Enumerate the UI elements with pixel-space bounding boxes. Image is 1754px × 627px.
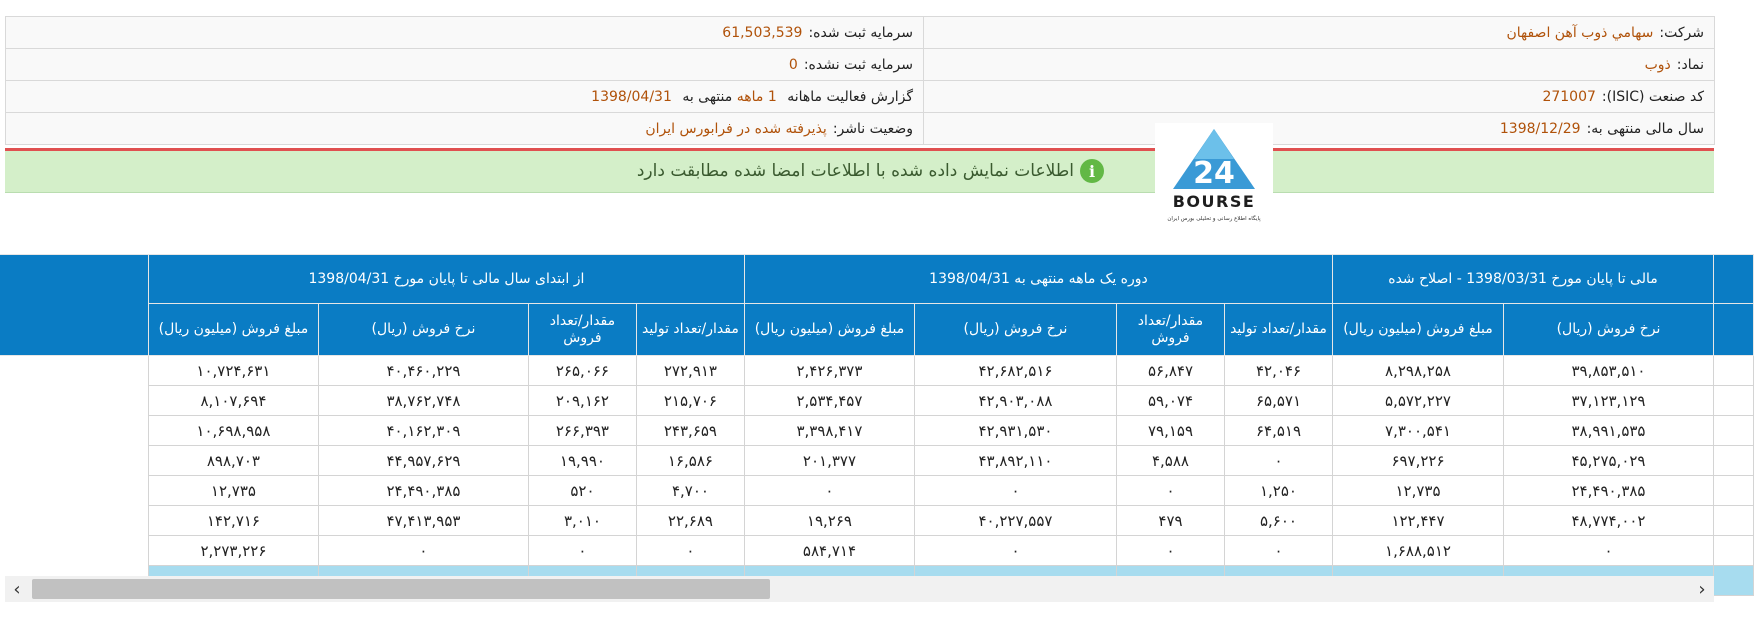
symbol-label: نماد: [1676, 56, 1704, 73]
report-months: 1 ماهه [736, 88, 777, 105]
table-cell: ۰ [1116, 476, 1224, 506]
table-cell: ۱۰,۶۹۸,۹۵۸ [148, 416, 318, 446]
publisher-status-cell [6, 113, 924, 145]
table-cell: ۵۲۰ [528, 476, 636, 506]
table-cell: ۳,۳۹۸,۴۱۷ [744, 416, 914, 446]
table-cell: ۴۲,۶۸۲,۵۱۶ [914, 356, 1116, 386]
table-cell: ۴۷۹ [1116, 506, 1224, 536]
table-cell: ۴,۵۸۸ [1116, 446, 1224, 476]
table-cell: ۴۲,۹۳۱,۵۳۰ [914, 416, 1116, 446]
table-cell [1714, 356, 1754, 386]
logo-text: BOURSE [1172, 192, 1256, 211]
table-row [0, 476, 1754, 506]
table-cell: ۲,۲۷۳,۲۲۶ [148, 536, 318, 566]
table-cell: ۱۲,۷۳۵ [148, 476, 318, 506]
col-header: نرخ فروش (ریال) [1504, 304, 1714, 356]
table-cell: ۴۷,۴۱۳,۹۵۳ [318, 506, 528, 536]
table-cell: ۸۹۸,۷۰۳ [148, 446, 318, 476]
col-header: مقدار/تعداد فروش [528, 304, 636, 356]
horizontal-scrollbar[interactable] [5, 576, 1714, 602]
table-cell: ۶۴,۵۱۹ [1224, 416, 1332, 446]
table-cell: ۰ [1116, 536, 1224, 566]
overflow-column [0, 255, 148, 356]
table-cell: ۳,۰۱۰ [528, 506, 636, 536]
table-cell: ۱۹,۲۶۹ [744, 506, 914, 536]
table-cell: ۱۲,۷۳۵ [1332, 476, 1503, 506]
table-cell: ۴۲,۹۰۳,۰۸۸ [914, 386, 1116, 416]
table-cell: ۲۱۵,۷۰۶ [636, 386, 744, 416]
table-cell: ۴۵,۲۷۵,۰۲۹ [1504, 446, 1714, 476]
table-cell: ۱۴۲,۷۱۶ [148, 506, 318, 536]
registered-capital-label: سرمایه ثبت شده: [808, 24, 913, 41]
unregistered-capital-value: 0 [788, 56, 798, 73]
table-cell [1714, 386, 1754, 416]
table-cell [1714, 416, 1754, 446]
verification-banner [5, 151, 1714, 193]
col-header: مبلغ فروش (میلیون ریال) [1332, 304, 1503, 356]
table-cell: ۷,۳۰۰,۵۴۱ [1332, 416, 1503, 446]
table-cell [1714, 536, 1754, 566]
table-row [0, 356, 1754, 386]
table-cell: ۲۴۳,۶۵۹ [636, 416, 744, 446]
table-row [0, 446, 1754, 476]
isic-value: 271007 [1542, 88, 1596, 105]
table-cell: ۴۸,۷۷۴,۰۰۲ [1504, 506, 1714, 536]
table-cell: ۵۸۴,۷۱۴ [744, 536, 914, 566]
table-cell: ۴۲,۰۴۶ [1224, 356, 1332, 386]
table-cell: ۲۰۱,۳۷۷ [744, 446, 914, 476]
report-ending: منتهی به [682, 88, 733, 105]
isic-cell [924, 81, 1715, 113]
publisher-status-value: پذیرفته شده در فرابورس ایران [645, 120, 827, 137]
table-cell: ۰ [1504, 536, 1714, 566]
table-cell: ۷۹,۱۵۹ [1116, 416, 1224, 446]
chevron-left-icon[interactable]: ‹ [13, 578, 21, 600]
table-cell [1714, 506, 1754, 536]
table-cell: ۴۴,۹۵۷,۶۲۹ [318, 446, 528, 476]
group-header-ytd: از ابتدای سال مالی تا پایان مورخ 1398/04/31 [148, 255, 744, 304]
scrollbar-thumb[interactable] [32, 579, 770, 599]
table-cell: ۱,۲۵۰ [1224, 476, 1332, 506]
fiscal-year-value: 1398/12/29 [1499, 120, 1581, 137]
table-cell: ۴۰,۴۶۰,۲۲۹ [318, 356, 528, 386]
table-cell: ۲۴,۴۹۰,۳۸۵ [318, 476, 528, 506]
unregistered-capital-cell [6, 49, 924, 81]
banner-text: اطلاعات نمایش داده شده با اطلاعات امضا شده مطابقت دارد [636, 161, 1074, 181]
table-cell: ۲۲,۶۸۹ [636, 506, 744, 536]
table-cell [1714, 566, 1754, 596]
group-header-prev: مالی تا پایان مورخ 1398/03/31 - اصلاح شده [1332, 255, 1713, 304]
table-cell: ۱۶,۵۸۶ [636, 446, 744, 476]
col-header: مبلغ فروش (میلیون ریال) [744, 304, 914, 356]
table-cell: ۲۷۲,۹۱۳ [636, 356, 744, 386]
chevron-right-icon[interactable]: › [1698, 578, 1706, 600]
fiscal-year-label: سال مالی منتهی به: [1586, 120, 1704, 137]
symbol-value: ذوب [1644, 56, 1671, 73]
table-cell: ۳۹,۸۵۳,۵۱۰ [1504, 356, 1714, 386]
table-cell: ۳۷,۱۲۳,۱۲۹ [1504, 386, 1714, 416]
table-cell: ۱,۶۸۸,۵۱۲ [1332, 536, 1503, 566]
table-row [0, 386, 1754, 416]
col-header: مقدار/تعداد فروش [1116, 304, 1224, 356]
logo-tagline: پایگاه اطلاع رسانی و تحلیلی بورس ایران [1167, 216, 1261, 222]
registered-capital-cell [6, 17, 924, 49]
table-cell: ۵۶,۸۴۷ [1116, 356, 1224, 386]
isic-label: کد صنعت (ISIC): [1601, 88, 1704, 105]
table-cell: ۴۳,۸۹۲,۱۱۰ [914, 446, 1116, 476]
col-header: مقدار/تعداد تولید [636, 304, 744, 356]
info-icon: i [1080, 159, 1104, 183]
bourse24-logo-graphic [1155, 123, 1273, 228]
registered-capital-value: 61,503,539 [722, 24, 803, 41]
table-cell: ۲۶۶,۳۹۳ [528, 416, 636, 446]
table-cell: ۸,۱۰۷,۶۹۴ [148, 386, 318, 416]
col-header: نرخ فروش (ریال) [914, 304, 1116, 356]
table-cell: ۰ [914, 476, 1116, 506]
col-header-partial [1714, 304, 1754, 356]
group-header-month: دوره یک ماهه منتهی به 1398/04/31 [744, 255, 1332, 304]
table-row [0, 536, 1754, 566]
col-header: نرخ فروش (ریال) [318, 304, 528, 356]
table-cell: ۸,۲۹۸,۲۵۸ [1332, 356, 1503, 386]
table-row [0, 416, 1754, 446]
col-header: مبلغ فروش (میلیون ریال) [148, 304, 318, 356]
publisher-status-label: وضعیت ناشر: [832, 120, 913, 137]
table-cell: ۲۶۵,۰۶۶ [528, 356, 636, 386]
report-label: گزارش فعالیت ماهانه [787, 88, 913, 105]
unregistered-capital-label: سرمایه ثبت نشده: [803, 56, 913, 73]
col-header: مقدار/تعداد تولید [1224, 304, 1332, 356]
bourse24-logo [1155, 123, 1273, 228]
table-cell: ۰ [528, 536, 636, 566]
symbol-cell [924, 49, 1715, 81]
table-cell [1714, 446, 1754, 476]
report-cell [6, 81, 924, 113]
table-cell: ۱۲۲,۴۴۷ [1332, 506, 1503, 536]
table-cell: ۳۸,۹۹۱,۵۳۵ [1504, 416, 1714, 446]
logo-digits: 24 [1193, 156, 1235, 191]
company-cell [924, 17, 1715, 49]
table-row [0, 506, 1754, 536]
table-cell [1714, 476, 1754, 506]
table-cell: ۰ [1224, 536, 1332, 566]
table-cell: ۳۸,۷۶۲,۷۴۸ [318, 386, 528, 416]
table-cell: ۴۰,۲۲۷,۵۵۷ [914, 506, 1116, 536]
table-cell: ۲۰۹,۱۶۲ [528, 386, 636, 416]
company-value: سهامي ذوب آهن اصفهان [1506, 24, 1654, 41]
table-cell: ۰ [1224, 446, 1332, 476]
table-cell: ۴,۷۰۰ [636, 476, 744, 506]
table-cell: ۵,۵۷۲,۲۲۷ [1332, 386, 1503, 416]
group-header-partial [1714, 255, 1754, 304]
table-cell: ۰ [914, 536, 1116, 566]
table-cell: ۲۴,۴۹۰,۳۸۵ [1504, 476, 1714, 506]
table-cell: ۴۰,۱۶۲,۳۰۹ [318, 416, 528, 446]
table-cell: ۰ [318, 536, 528, 566]
fiscal-year-cell [924, 113, 1715, 145]
table-cell: ۰ [744, 476, 914, 506]
table-cell: ۵,۶۰۰ [1224, 506, 1332, 536]
table-cell: ۲,۴۲۶,۳۷۳ [744, 356, 914, 386]
table-cell: ۱۹,۹۹۰ [528, 446, 636, 476]
monthly-activity-table [0, 254, 1754, 596]
table-cell: ۱۰,۷۲۴,۶۳۱ [148, 356, 318, 386]
report-date: 1398/04/31 [591, 88, 672, 105]
table-cell: ۶۹۷,۲۲۶ [1332, 446, 1503, 476]
table-cell: ۲,۵۳۴,۴۵۷ [744, 386, 914, 416]
company-label: شرکت: [1659, 24, 1704, 41]
monthly-activity-table-wrapper[interactable] [5, 254, 1714, 576]
table-cell: ۰ [636, 536, 744, 566]
table-cell: ۵۹,۰۷۴ [1116, 386, 1224, 416]
table-cell: ۶۵,۵۷۱ [1224, 386, 1332, 416]
company-info-table [5, 16, 1715, 145]
